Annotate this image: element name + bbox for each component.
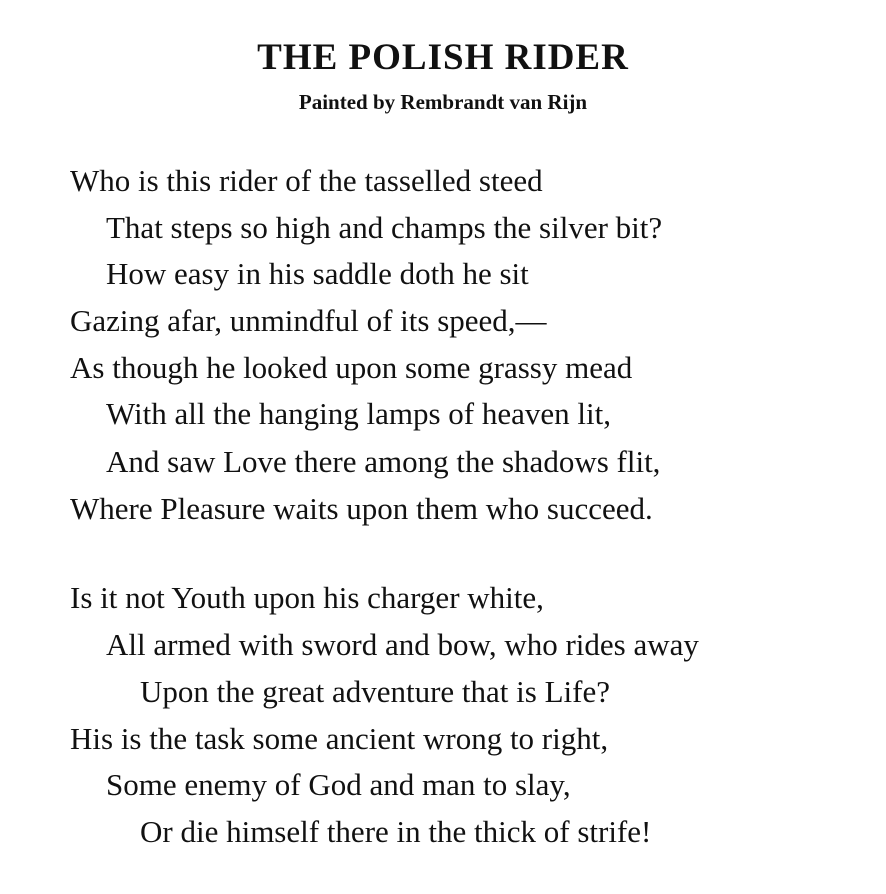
poem-line: How easy in his saddle doth he sit	[106, 256, 529, 291]
poem-line: Some enemy of God and man to slay,	[106, 767, 571, 802]
poem-line: All armed with sword and bow, who rides away	[106, 627, 699, 662]
poem-line: As though he looked upon some grassy mead	[70, 350, 633, 385]
poem-line: His is the task some ancient wrong to right,	[70, 721, 609, 756]
poem-line: Or die himself there in the thick of strife!	[140, 814, 652, 849]
poem-line: Is it not Youth upon his charger white,	[70, 580, 544, 615]
poem-line: And saw Love there among the shadows flit,	[106, 444, 661, 479]
poem-line: Where Pleasure waits upon them who succeed.	[70, 491, 653, 526]
poem-line: With all the hanging lamps of heaven lit,	[106, 396, 611, 431]
poem-line: Upon the great adventure that is Life?	[140, 674, 610, 709]
poem-line: Gazing afar, unmindful of its speed,—	[70, 303, 547, 338]
poem-line: That steps so high and champs the silver bit?	[106, 210, 663, 245]
poem-title: THE POLISH RIDER	[257, 37, 629, 78]
poem-line: Who is this rider of the tasselled steed	[70, 163, 543, 198]
poem-subtitle: Painted by Rembrandt van Rijn	[298, 90, 588, 114]
